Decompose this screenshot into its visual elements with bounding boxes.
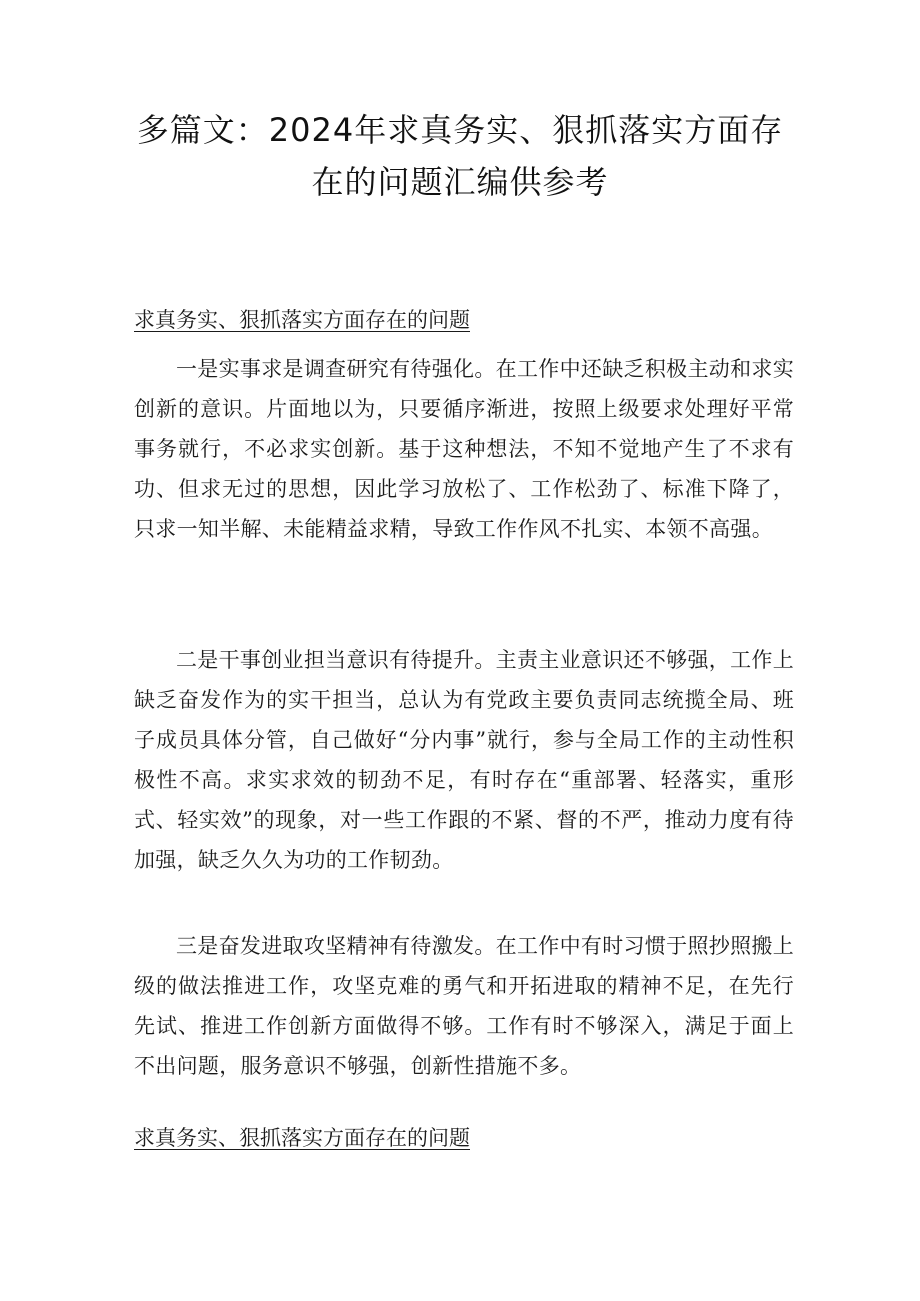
section-heading: 求真务实、狠抓落实方面存在的问题	[134, 1126, 470, 1150]
title-line-2: 在的问题汇编供参考	[311, 163, 609, 201]
document-title	[110, 104, 810, 208]
body-paragraph: 二是干事创业担当意识有待提升。主责主业意识还不够强，工作上缺乏奋发作为的实干担当，总认为有党政主要负责同志统揽全局、班子成员具体分管，自己做好“分内事”就行，参与全局工作的主动性积极性不高。求实求效的韧劲不足，有时存在“重部署、轻落实，重形式、轻实效”的现象，对一些工作跟的不紧、督的不严，推动力度有待加强，缺乏久久为功的工作韧劲。	[134, 648, 794, 872]
section-heading: 求真务实、狠抓落实方面存在的问题	[134, 308, 470, 332]
title-line-1: 多篇文：2024年求真务实、狠抓落实方面存	[136, 111, 784, 149]
body-paragraph: 三是奋发进取攻坚精神有待激发。在工作中有时习惯于照抄照搬上级的做法推进工作，攻坚克难的勇气和开拓进取的精神不足，在先行先试、推进工作创新方面做得不够。工作有时不够深入，满足于面上不出问题，服务意识不够强，创新性措施不多。	[134, 934, 794, 1078]
body-paragraph: 一是实事求是调查研究有待强化。在工作中还缺乏积极主动和求实创新的意识。片面地以为，只要循序渐进，按照上级要求处理好平常事务就行，不必求实创新。基于这种想法，不知不觉地产生了不求有功、但求无过的思想，因此学习放松了、工作松劲了、标准下降了，只求一知半解、未能精益求精，导致工作作风不扎实、本领不高强。	[134, 357, 794, 541]
